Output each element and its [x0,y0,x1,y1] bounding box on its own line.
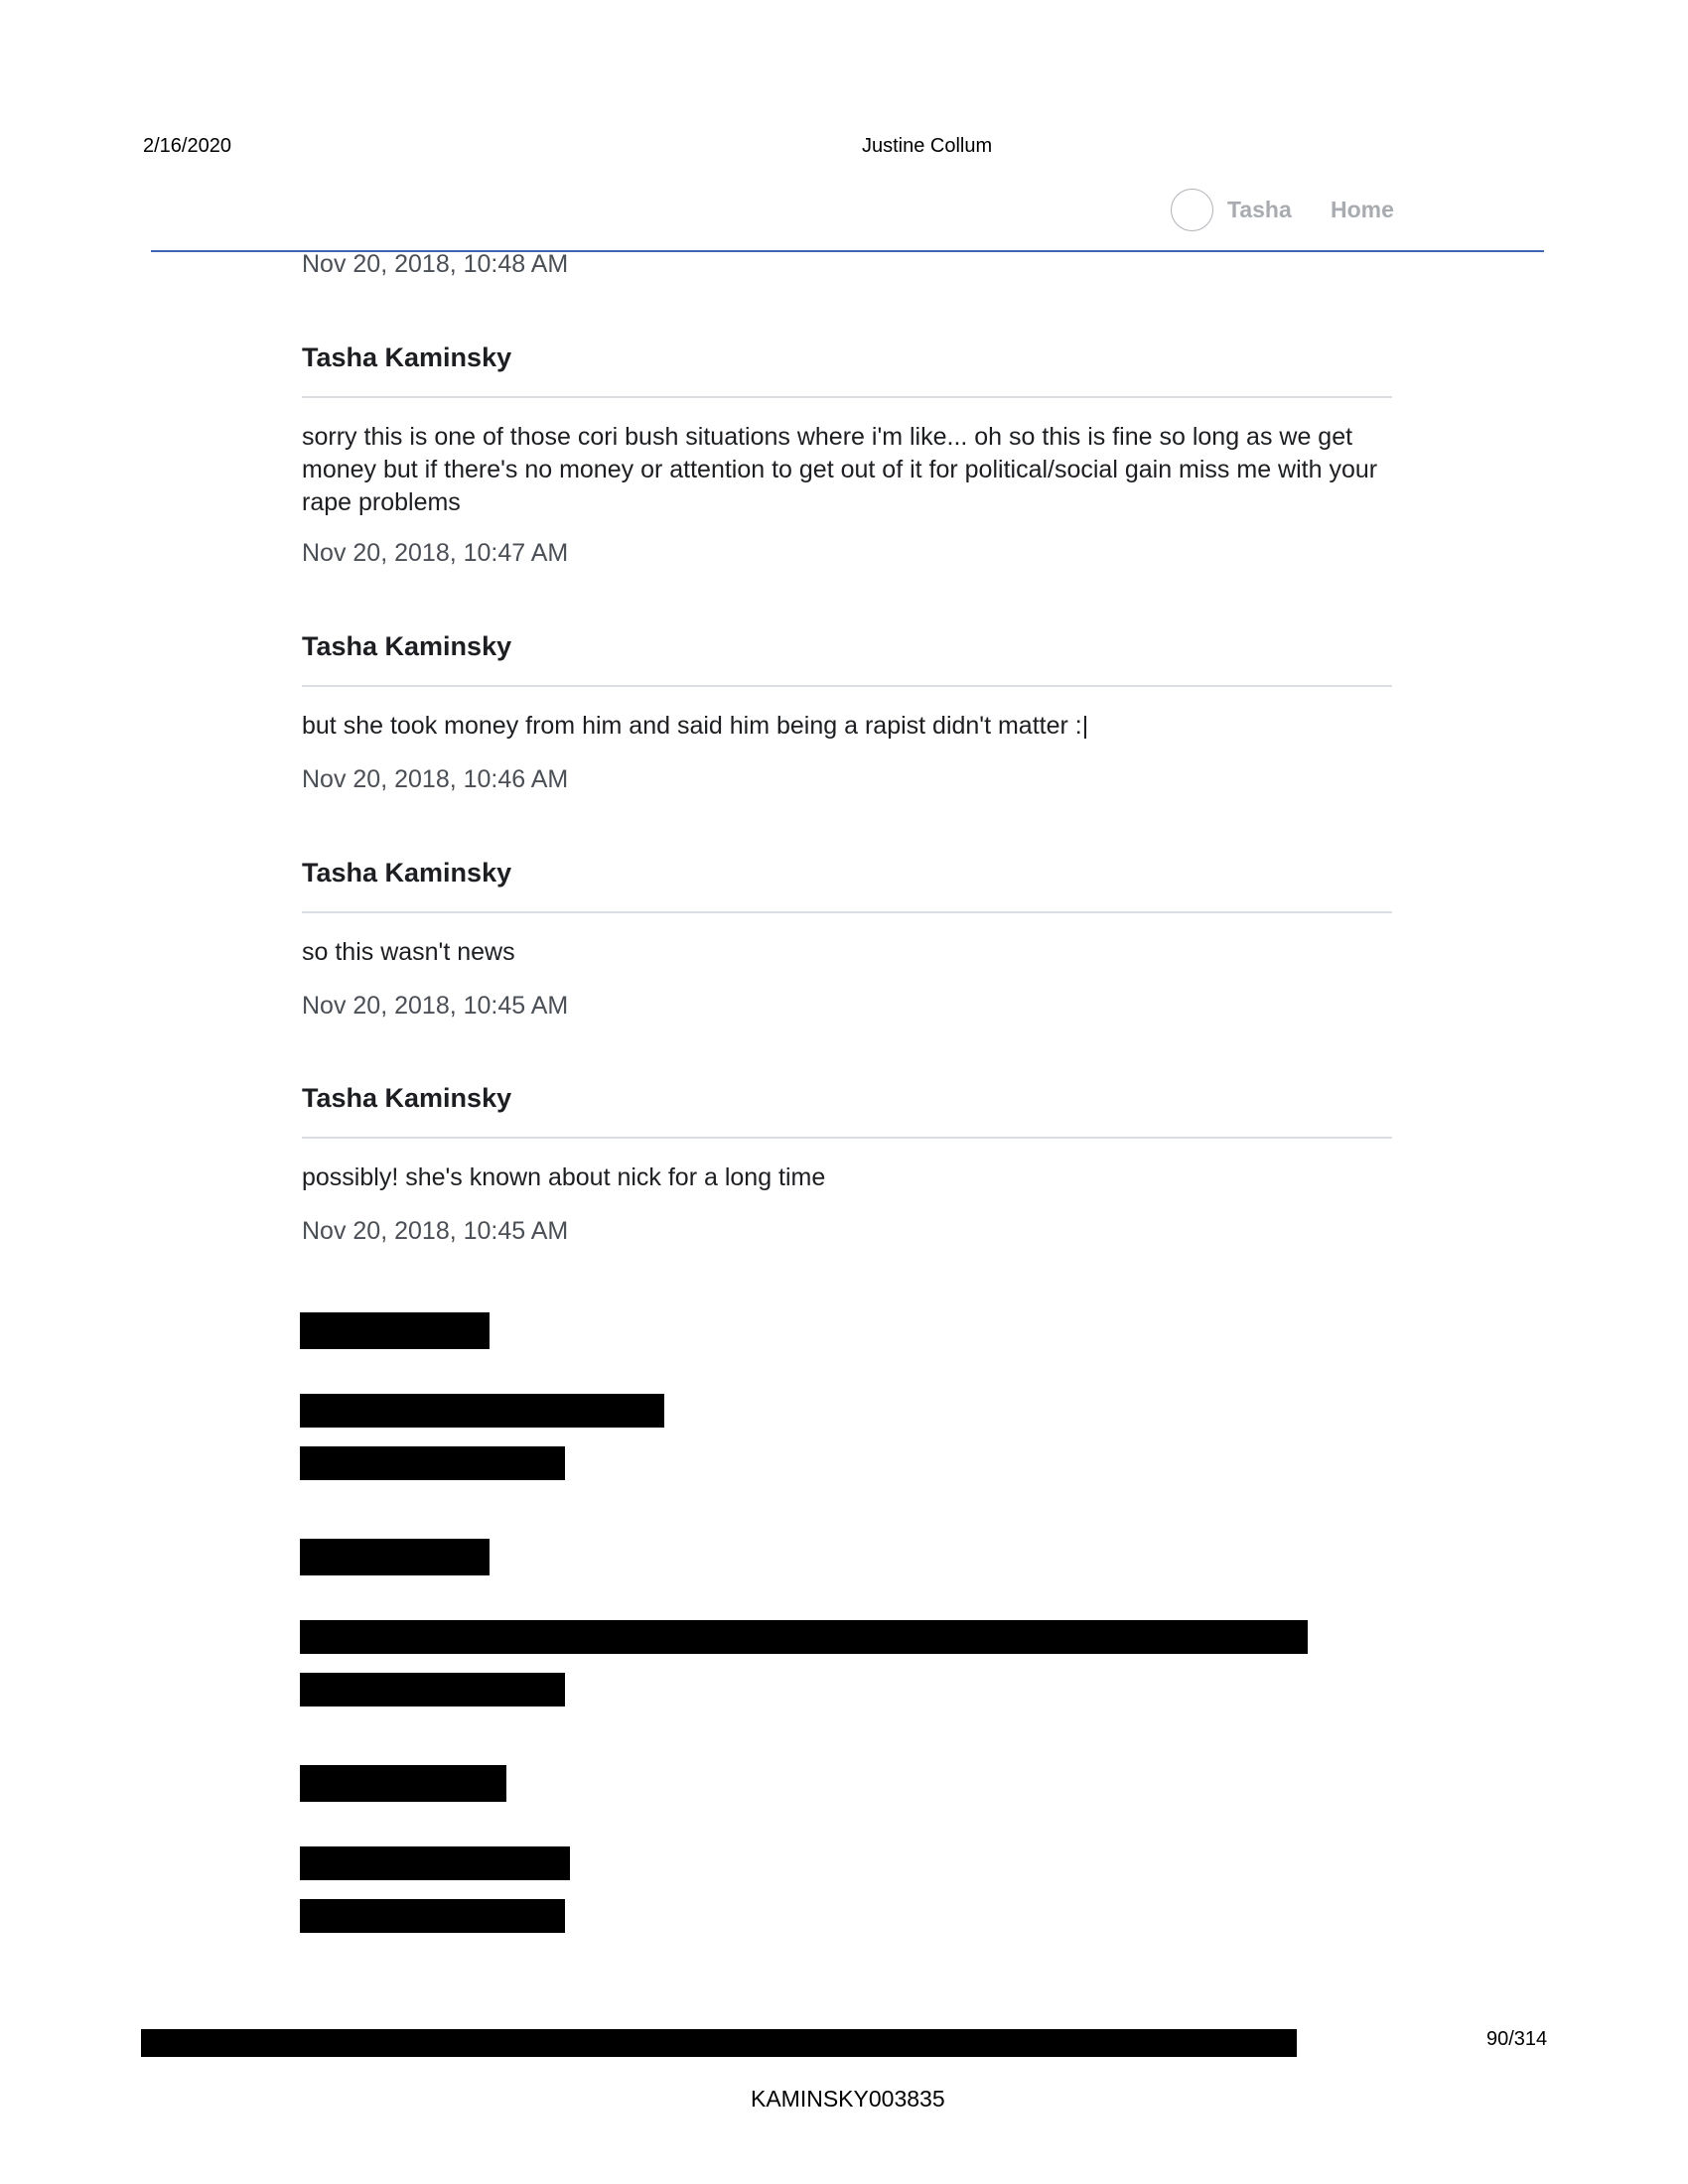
redaction-bar [300,1899,565,1933]
nav-user-link[interactable]: Tasha [1227,197,1292,222]
redaction-bar [300,1620,1308,1654]
message-text: so this wasn't news [302,938,515,966]
user-avatar-icon[interactable] [1171,189,1213,231]
message-author: Tasha Kaminsky [302,858,512,887]
message-divider [302,396,1392,398]
print-date: 2/16/2020 [143,135,231,157]
bates-number: KAMINSKY003835 [751,2086,945,2112]
message-author: Tasha Kaminsky [302,342,512,372]
message-timestamp: Nov 20, 2018, 10:48 AM [302,250,569,278]
print-title: Justine Collum [862,135,993,157]
message-timestamp: Nov 20, 2018, 10:45 AM [302,1217,569,1245]
redaction-bar [300,1394,664,1428]
message-timestamp: Nov 20, 2018, 10:47 AM [302,539,569,567]
redaction-bar [300,1312,490,1349]
message-author: Tasha Kaminsky [302,1083,512,1113]
nav-home-link[interactable]: Home [1331,197,1394,222]
message-author: Tasha Kaminsky [302,631,512,661]
message-timestamp: Nov 20, 2018, 10:46 AM [302,765,569,793]
redaction-bar [300,1446,565,1480]
message-divider [302,911,1392,913]
footer-redaction-bar [141,2029,1297,2057]
message-timestamp: Nov 20, 2018, 10:45 AM [302,992,569,1020]
redaction-bar [300,1673,565,1706]
page-number: 90/314 [1486,2028,1548,2050]
redaction-bar [300,1765,506,1802]
message-text: possibly! she's known about nick for a long time [302,1163,826,1191]
message-text: but she took money from him and said him being a rapist didn't matter :| [302,712,1089,740]
redaction-bar [300,1539,490,1575]
message-divider [302,685,1392,687]
redaction-bar [300,1846,570,1880]
message-divider [302,1137,1392,1139]
message-text: sorry this is one of those cori bush situations where i'm like... oh so this is fine so long as we get money but if there's no money or attention to get out of it for political/social gain miss me with your rape problems [302,423,1378,516]
